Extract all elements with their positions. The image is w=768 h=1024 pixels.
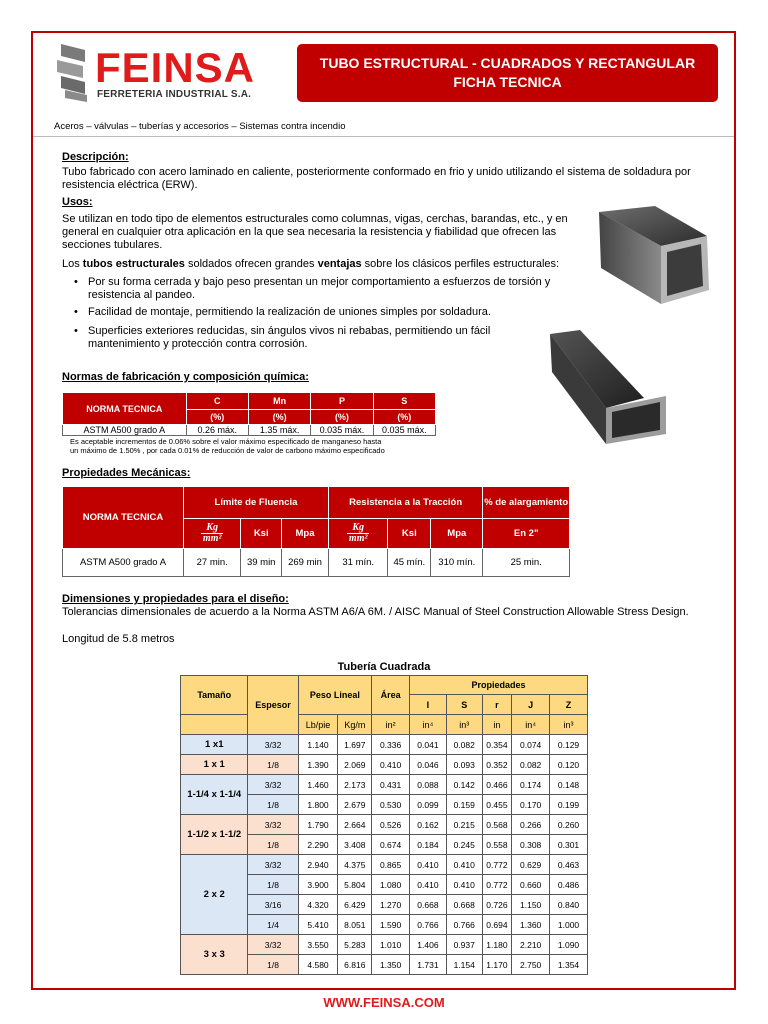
mn-header: Mn	[248, 393, 310, 410]
table-cell: 1.010	[372, 935, 410, 955]
table-cell: 0.162	[410, 815, 447, 835]
table-cell: 0.865	[372, 855, 410, 875]
mpa-header: Mpa	[431, 519, 483, 549]
table-cell: 0.840	[550, 895, 588, 915]
table-cell: 1.180	[482, 935, 512, 955]
table-cell: 1.790	[298, 815, 338, 835]
table-cell: 3/32	[248, 855, 298, 875]
s-header: S	[373, 393, 435, 410]
table-cell: 6.429	[338, 895, 372, 915]
unit-header: (%)	[373, 410, 435, 425]
table-row	[181, 935, 588, 955]
table-row	[181, 855, 588, 875]
table-row	[181, 815, 588, 835]
table-cell: 1.270	[372, 895, 410, 915]
table-cell: 0.082	[446, 735, 482, 755]
table-cell: 0.266	[512, 815, 550, 835]
table-cell: 269 min	[282, 549, 329, 577]
z-header: Z	[550, 695, 588, 715]
table-cell: 0.26 máx.	[186, 425, 248, 436]
unit-header: (%)	[186, 410, 248, 425]
table-cell: 0.766	[446, 915, 482, 935]
table-cell: 1.731	[410, 955, 447, 975]
table-cell: 0.352	[482, 755, 512, 775]
area-unit-header: in²	[372, 715, 410, 735]
table-cell: 0.455	[482, 795, 512, 815]
unit-header: in³	[550, 715, 588, 735]
table-cell: 45 mín.	[388, 549, 431, 577]
longitud-text: Longitud de 5.8 metros	[62, 633, 175, 645]
table-cell: 0.308	[512, 835, 550, 855]
table-cell: 3/32	[248, 735, 298, 755]
document-title	[297, 44, 718, 102]
table-cell: 0.431	[372, 775, 410, 795]
table-cell: 5.283	[338, 935, 372, 955]
i-header: I	[410, 695, 447, 715]
propiedades-header: Propiedades	[410, 676, 588, 695]
blank-header	[181, 715, 248, 735]
ventaja-item: • Por su forma cerrada y bajo peso presentan un mejor comportamiento a esfuerzos de torsión y resistencia al pandeo.	[74, 276, 574, 302]
usos-text: Se utilizan en todo tipo de elementos estructurales como columnas, vigas, cerchas, barandas, etc., y en general en cualquier otra aplicación en la que sea necesaria la resistencia y fiabilidad que ofrecen las secciones tubulares.	[62, 213, 568, 251]
table-cell: 8.051	[338, 915, 372, 935]
table-cell: 1.354	[550, 955, 588, 975]
unit-header: in⁴	[410, 715, 447, 735]
table-cell: 0.668	[410, 895, 447, 915]
area-header: Área	[372, 676, 410, 715]
feinsa-logo	[55, 42, 285, 104]
table-cell: 0.260	[550, 815, 588, 835]
table-cell: ASTM A500 grado A	[63, 549, 184, 577]
table-cell: 0.142	[446, 775, 482, 795]
table-cell: 0.526	[372, 815, 410, 835]
divider	[33, 136, 734, 137]
table-cell: 0.772	[482, 875, 512, 895]
table-cell: 0.093	[446, 755, 482, 775]
square-tube-photo	[595, 206, 713, 306]
unit-header: (%)	[248, 410, 310, 425]
espesor-header: Espesor	[248, 676, 298, 735]
tuberia-title: Tubería Cuadrada	[337, 661, 431, 673]
normas-table	[62, 392, 436, 436]
table-cell: 3/32	[248, 775, 298, 795]
size-cell: 2 x 2	[181, 855, 248, 935]
table-cell: 0.558	[482, 835, 512, 855]
j-header: J	[512, 695, 550, 715]
table-cell: 0.159	[446, 795, 482, 815]
table-cell: 1/8	[248, 835, 298, 855]
table-cell: 0.410	[446, 855, 482, 875]
unit-header: in³	[446, 715, 482, 735]
dimensiones-heading: Dimensiones y propiedades para el diseño:	[62, 593, 289, 605]
tamano-header: Tamaño	[181, 676, 248, 715]
traccion-header: Resistencia a la Tracción	[328, 487, 482, 519]
table-cell: 0.099	[410, 795, 447, 815]
table-cell: 3.550	[298, 935, 338, 955]
table-cell: 31 mín.	[328, 549, 387, 577]
table-cell: 0.215	[446, 815, 482, 835]
lb-pie-header: Lb/pie	[298, 715, 338, 735]
table-cell: 3.900	[298, 875, 338, 895]
table-cell: 2.290	[298, 835, 338, 855]
ventaja-item: • Superficies exteriores reducidas, sin ángulos vivos ni rebabas, permitiendo un fácil mantenimiento y protección contra corrosión.	[74, 325, 544, 351]
tuberia-cuadrada-table	[180, 675, 588, 975]
table-cell: 0.074	[512, 735, 550, 755]
table-cell: 25 min.	[483, 549, 570, 577]
table-cell: 3/16	[248, 895, 298, 915]
size-cell: 1-1/2 x 1-1/2	[181, 815, 248, 855]
kg-mm2-header: $\frac{Kg}{\text{mm²}}$	[184, 519, 241, 549]
size-cell: 1 x1	[181, 735, 248, 755]
table-cell: 0.035 máx.	[311, 425, 373, 436]
table-cell: 0.660	[512, 875, 550, 895]
size-cell: 3 x 3	[181, 935, 248, 975]
footer-website[interactable]: WWW.FEINSA.COM	[323, 995, 445, 1010]
table-cell: 0.199	[550, 795, 588, 815]
mpa-header: Mpa	[282, 519, 329, 549]
table-cell: 0.466	[482, 775, 512, 795]
table-cell: 0.668	[446, 895, 482, 915]
p-header: P	[311, 393, 373, 410]
table-cell: 2.940	[298, 855, 338, 875]
kg-mm2-header: $\frac{Kg}{\text{mm²}}$	[328, 519, 387, 549]
dimensiones-text: Tolerancias dimensionales de acuerdo a la Norma ASTM A6/A 6M. / AISC Manual of Steel Construction Allowable Stress Design.	[62, 606, 689, 618]
ventajas-intro: Los tubos estructurales soldados ofrecen grandes ventajas sobre los clásicos perfiles estructurales:	[62, 258, 560, 270]
table-cell: 1/8	[248, 755, 298, 775]
table-cell: 0.184	[410, 835, 447, 855]
table-cell: 0.937	[446, 935, 482, 955]
table-cell: 0.410	[410, 875, 447, 895]
tagline: Aceros – válvulas – tuberías y accesorios – Sistemas contra incendio	[54, 121, 346, 132]
table-cell: 0.174	[512, 775, 550, 795]
table-cell: 0.088	[410, 775, 447, 795]
table-cell: 1.390	[298, 755, 338, 775]
table-cell: 1.150	[512, 895, 550, 915]
table-cell: 4.320	[298, 895, 338, 915]
table-cell: 2.210	[512, 935, 550, 955]
table-cell: 1.090	[550, 935, 588, 955]
table-cell: 0.354	[482, 735, 512, 755]
table-cell: 1.406	[410, 935, 447, 955]
table-cell: 0.245	[446, 835, 482, 855]
descripcion-heading: Descripción:	[62, 151, 129, 163]
ksi-header: Ksi	[388, 519, 431, 549]
logo-subtitle: FERRETERIA INDUSTRIAL S.A.	[97, 89, 252, 100]
alargamiento-header: % de alargamiento	[483, 487, 570, 519]
table-cell: 39 min	[241, 549, 282, 577]
table-cell: 6.816	[338, 955, 372, 975]
table-cell: 0.301	[550, 835, 588, 855]
table-cell: 4.375	[338, 855, 372, 875]
peso-header: Peso Lineal	[298, 676, 372, 715]
unit-header: in	[482, 715, 512, 735]
table-cell: 0.082	[512, 755, 550, 775]
table-cell: 1.360	[512, 915, 550, 935]
unit-header: in⁴	[512, 715, 550, 735]
title-line-2: FICHA TECNICA	[453, 74, 562, 90]
logo-wordmark: FEINSA	[95, 44, 256, 91]
table-cell: 1.35 máx.	[248, 425, 310, 436]
table-cell: 0.148	[550, 775, 588, 795]
table-cell: 4.580	[298, 955, 338, 975]
normas-note: Es aceptable incrementos de 0.06% sobre el valor máximo especificado de manganeso hasta un máximo de 1.50% , por cada 0.01% de reducción de valor de carbono máximo especificado	[70, 437, 385, 455]
table-cell: 1/8	[248, 795, 298, 815]
table-cell: 0.694	[482, 915, 512, 935]
norma-header: NORMA TECNICA	[63, 487, 184, 549]
table-cell: 2.664	[338, 815, 372, 835]
table-cell: 0.766	[410, 915, 447, 935]
table-cell: 0.410	[372, 755, 410, 775]
table-cell: 0.120	[550, 755, 588, 775]
table-cell: 0.772	[482, 855, 512, 875]
table-cell: 1.590	[372, 915, 410, 935]
en2-header: En 2"	[483, 519, 570, 549]
s-header: S	[446, 695, 482, 715]
table-cell: 0.629	[512, 855, 550, 875]
table-cell: 3/32	[248, 935, 298, 955]
table-cell: 27 min.	[184, 549, 241, 577]
table-row	[181, 755, 588, 775]
table-cell: ASTM A500 grado A	[63, 425, 187, 436]
table-cell: 0.726	[482, 895, 512, 915]
unit-header: (%)	[311, 410, 373, 425]
norma-header: NORMA TECNICA	[63, 393, 187, 425]
table-cell: 0.336	[372, 735, 410, 755]
table-cell: 2.750	[512, 955, 550, 975]
kg-m-header: Kg/m	[338, 715, 372, 735]
usos-heading: Usos:	[62, 196, 93, 208]
mecanicas-table	[62, 486, 570, 577]
table-cell: 1.800	[298, 795, 338, 815]
table-cell: 0.129	[550, 735, 588, 755]
table-cell: 0.410	[410, 855, 447, 875]
table-cell: 1.460	[298, 775, 338, 795]
table-cell: 1/4	[248, 915, 298, 935]
table-cell: 1.140	[298, 735, 338, 755]
table-cell: 0.486	[550, 875, 588, 895]
table-cell: 0.463	[550, 855, 588, 875]
table-cell: 0.035 máx.	[373, 425, 435, 436]
table-cell: 1.154	[446, 955, 482, 975]
descripcion-text: Tubo fabricado con acero laminado en caliente, posteriormente conformado en frio y unido utilizando el sistema de soldadura por resistencia eléctrica (ERW).	[62, 166, 691, 191]
table-cell: 1/8	[248, 955, 298, 975]
table-cell: 1.170	[482, 955, 512, 975]
table-row	[181, 775, 588, 795]
table-cell: 0.530	[372, 795, 410, 815]
table-row	[181, 735, 588, 755]
title-line-1: TUBO ESTRUCTURAL - CUADRADOS Y RECTANGULAR	[319, 55, 696, 71]
table-cell: 3/32	[248, 815, 298, 835]
ventaja-item: • Facilidad de montaje, permitiendo la realización de uniones simples por soldadura.	[74, 306, 574, 319]
size-cell: 1 x 1	[181, 755, 248, 775]
table-cell: 0.170	[512, 795, 550, 815]
fluencia-header: Límite de Fluencia	[184, 487, 329, 519]
r-header: r	[482, 695, 512, 715]
table-cell: 1.000	[550, 915, 588, 935]
table-cell: 3.408	[338, 835, 372, 855]
table-cell: 5.410	[298, 915, 338, 935]
table-cell: 1.080	[372, 875, 410, 895]
table-cell: 0.674	[372, 835, 410, 855]
table-cell: 1.697	[338, 735, 372, 755]
table-cell: 2.069	[338, 755, 372, 775]
logo-mark-icon	[55, 42, 95, 104]
table-cell: 2.679	[338, 795, 372, 815]
table-cell: 310 mín.	[431, 549, 483, 577]
mecanicas-heading: Propiedades Mecánicas:	[62, 467, 191, 479]
table-cell: 1/8	[248, 875, 298, 895]
rectangular-tube-photo	[550, 330, 668, 448]
table-cell: 0.568	[482, 815, 512, 835]
table-cell: 5.804	[338, 875, 372, 895]
table-cell: 0.410	[446, 875, 482, 895]
size-cell: 1-1/4 x 1-1/4	[181, 775, 248, 815]
c-header: C	[186, 393, 248, 410]
table-cell: 0.041	[410, 735, 447, 755]
table-cell: 1.350	[372, 955, 410, 975]
ksi-header: Ksi	[241, 519, 282, 549]
table-cell: 0.046	[410, 755, 447, 775]
table-cell: 2.173	[338, 775, 372, 795]
normas-heading: Normas de fabricación y composición química:	[62, 371, 309, 383]
